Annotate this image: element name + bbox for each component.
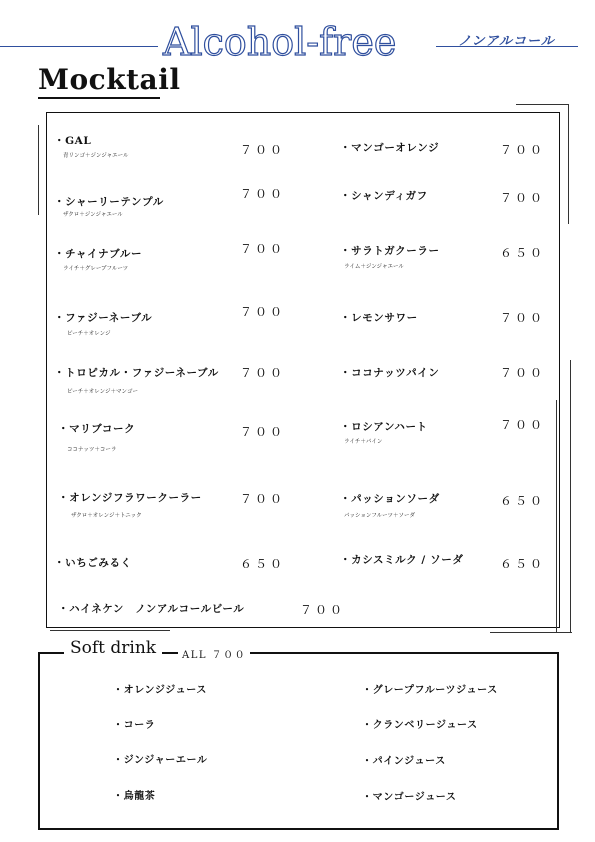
soft-drink-item: ・オレンジジュース bbox=[113, 685, 207, 696]
frame-deco-left bbox=[38, 125, 39, 215]
menu-item-ingredients: ザクロ＋オレンジ＋トニック bbox=[71, 513, 142, 519]
menu-item: ・ハイネケン ノンアルコールビール bbox=[58, 603, 245, 615]
menu-item-ingredients: パッションフルーツ＋ソーダ bbox=[344, 513, 415, 519]
soft-drink-item: ・グレープフルーツジュース bbox=[362, 685, 498, 696]
menu-item-price: ６５０ bbox=[500, 494, 546, 508]
menu-item-price: ７００ bbox=[240, 143, 286, 157]
menu-item: ・レモンサワー bbox=[340, 312, 418, 324]
menu-item: ・チャイナブルー bbox=[54, 248, 143, 260]
mocktail-heading-underline bbox=[38, 97, 160, 99]
menu-item-price: ６５０ bbox=[500, 246, 546, 260]
soft-drink-item: ・ジンジャーエール bbox=[113, 755, 208, 766]
menu-item-ingredients: ライチ＋パイン bbox=[344, 439, 383, 445]
soft-drink-item: ・クランベリージュース bbox=[362, 720, 478, 731]
frame-deco-right-inner bbox=[556, 400, 557, 632]
menu-item: ・シャーリーテンプル bbox=[54, 196, 164, 208]
menu-item-ingredients: ピーチ＋オレンジ＋マンゴー bbox=[67, 389, 139, 395]
menu-item: ・パッションソーダ bbox=[340, 493, 440, 505]
frame-deco-right-lower bbox=[570, 360, 571, 632]
menu-item: ・ココナッツパイン bbox=[340, 367, 440, 379]
menu-item: ・マリブコーク bbox=[58, 423, 136, 435]
soft-drink-item: ・マンゴージュース bbox=[362, 792, 457, 803]
soft-drink-heading: Soft drink bbox=[64, 638, 162, 658]
menu-item: ・トロピカル・ファジーネーブル bbox=[54, 367, 219, 379]
menu-item: ・カシスミルク / ソーダ bbox=[340, 554, 464, 566]
soft-drink-item: ・パインジュース bbox=[362, 756, 446, 767]
menu-item: ・シャンディガフ bbox=[340, 190, 428, 202]
menu-item: ・ロシアンハート bbox=[340, 421, 428, 433]
menu-item-price: ７００ bbox=[240, 187, 286, 201]
soft-drink-frame bbox=[38, 652, 559, 830]
menu-item-price: ７００ bbox=[240, 366, 286, 380]
menu-item-ingredients: 青リンゴ＋ジンジャエール bbox=[63, 153, 129, 159]
menu-item: ・マンゴーオレンジ bbox=[340, 142, 440, 154]
menu-item-ingredients: ザクロ＋ジンジャエール bbox=[63, 212, 123, 218]
menu-item-price: ６５０ bbox=[500, 557, 546, 571]
menu-item-price: ７００ bbox=[500, 311, 546, 325]
menu-item-price: ７００ bbox=[240, 242, 286, 256]
menu-item-price: ７００ bbox=[240, 425, 286, 439]
menu-item: ・GAL bbox=[54, 135, 92, 147]
menu-item-price: ７００ bbox=[240, 492, 286, 506]
menu-item: ・サラトガクーラー bbox=[340, 245, 440, 257]
menu-item-ingredients: ライム＋ジンジャエール bbox=[344, 264, 404, 270]
menu-item-price: ６５０ bbox=[240, 557, 286, 571]
menu-item: ・オレンジフラワークーラー bbox=[58, 492, 202, 504]
menu-item-price: ７００ bbox=[240, 305, 286, 319]
menu-item-price: ７００ bbox=[500, 143, 546, 157]
frame-deco-top-right bbox=[516, 104, 568, 105]
header-rule-left bbox=[0, 46, 158, 47]
menu-item-price: ７００ bbox=[300, 603, 346, 617]
soft-drink-item: ・烏龍茶 bbox=[113, 791, 156, 802]
frame-deco-bottom-left bbox=[50, 630, 170, 631]
menu-item-ingredients: ライチ＋グレープフルーツ bbox=[63, 266, 129, 272]
soft-drink-item: ・コーラ bbox=[113, 720, 156, 731]
soft-drink-all-price: ALL ７００ bbox=[178, 646, 250, 661]
menu-item-price: ７００ bbox=[500, 366, 546, 380]
menu-item: ・いちごみるく bbox=[54, 557, 132, 569]
frame-deco-right bbox=[568, 104, 569, 224]
frame-deco-bottom-right bbox=[490, 632, 572, 633]
page-title: Alcohol-free bbox=[163, 20, 397, 64]
menu-item-price: ７００ bbox=[500, 191, 546, 205]
menu-item-ingredients: ココナッツ＋コーラ bbox=[67, 447, 117, 453]
menu-item-price: ７００ bbox=[500, 418, 546, 432]
mocktail-heading: Mocktail bbox=[38, 63, 181, 96]
menu-item: ・ファジーネーブル bbox=[54, 312, 153, 324]
menu-item-ingredients: ピーチ＋オレンジ bbox=[67, 331, 111, 337]
page-subtitle: ノンアルコール bbox=[458, 34, 555, 49]
